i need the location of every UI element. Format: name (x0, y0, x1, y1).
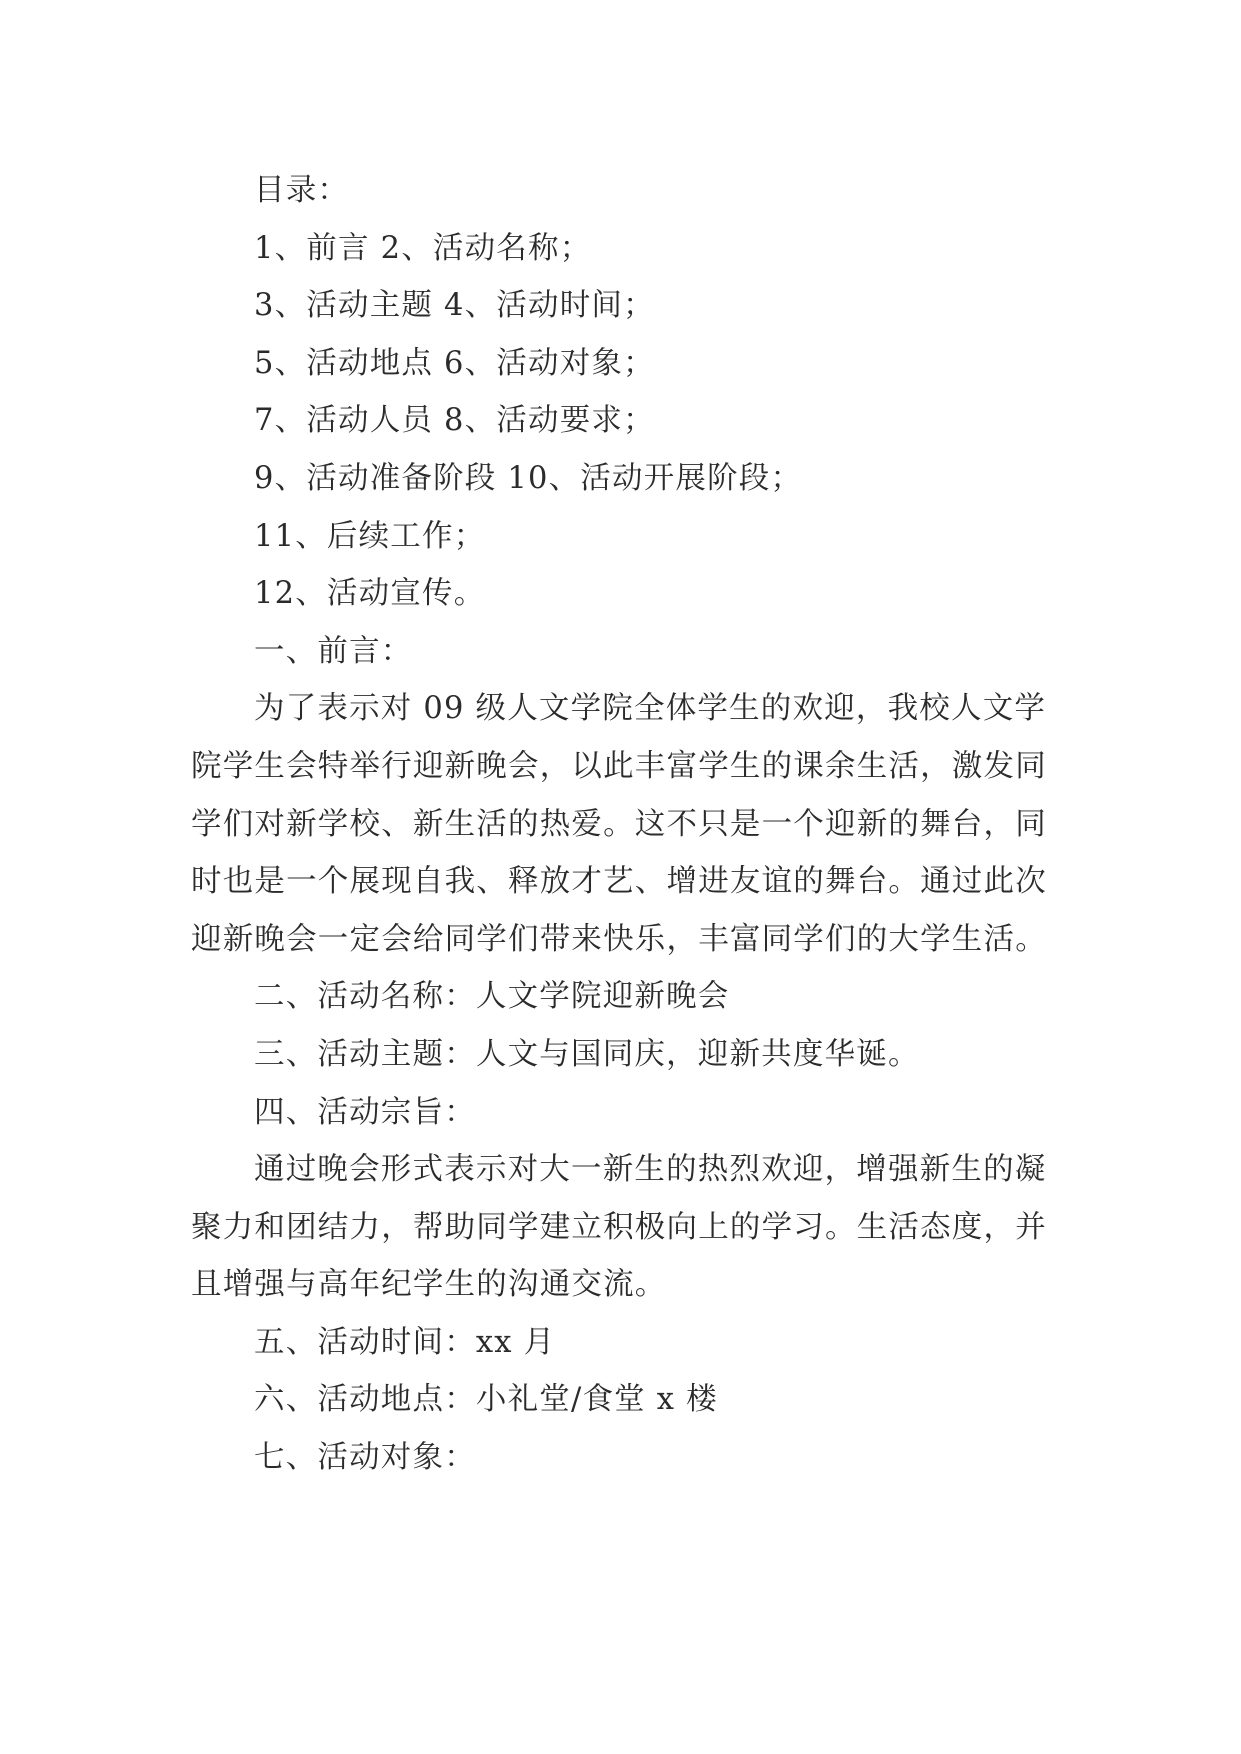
toc-item: 1、前言 2、活动名称； (254, 230, 592, 266)
activity-time-line: 五、活动时间：xx 月 (254, 1324, 556, 1360)
activity-place-line: 六、活动地点：小礼堂/食堂 x 楼 (254, 1382, 718, 1418)
toc-item: 7、活动人员 8、活动要求； (254, 403, 655, 439)
toc-item: 11、后续工作； (254, 518, 486, 554)
toc-item: 9、活动准备阶段 10、活动开展阶段； (254, 460, 803, 496)
document-body (191, 162, 1061, 1487)
purpose-paragraph: 通过晚会形式表示对大一新生的热烈欢迎，增强新生的凝聚力和团结力，帮助同学建立积极向上的学习。生活态度，并且增强与高年纪学生的沟通交流。 (191, 1152, 1047, 1303)
activity-theme-line: 三、活动主题：人文与国同庆，迎新共度华诞。 (254, 1036, 920, 1072)
toc-title: 目录： (254, 173, 350, 208)
section-heading-target: 七、活动对象： (254, 1440, 476, 1476)
section-heading-purpose: 四、活动宗旨： (254, 1094, 476, 1130)
preface-paragraph: 为了表示对 09 级人文学院全体学生的欢迎，我校人文学院学生会特举行迎新晚会，以此丰富学生的课余生活，激发同学们对新学校、新生活的热爱。这不只是一个迎新的舞台，同时也是一个展现自我、释放才艺、增进友谊的舞台。通过此次迎新晚会一定会给同学们带来快乐，丰富同学们的大学生活。 (191, 691, 1047, 957)
toc-item: 5、活动地点 6、活动对象； (254, 345, 655, 381)
section-heading-preface: 一、前言： (254, 633, 413, 669)
activity-name-line: 二、活动名称：人文学院迎新晚会 (254, 979, 730, 1015)
toc-item: 3、活动主题 4、活动时间； (254, 288, 655, 324)
toc-item: 12、活动宣传。 (254, 576, 486, 612)
